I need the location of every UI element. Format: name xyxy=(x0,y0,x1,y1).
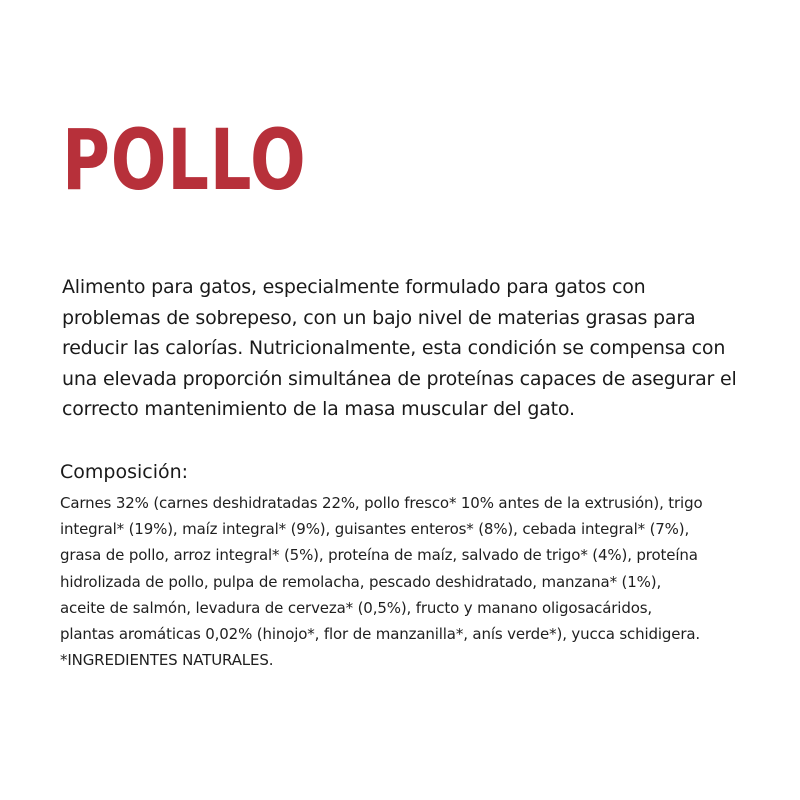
product-description: Alimento para gatos, especialmente formulado para gatos con problemas de sobrepeso, con un bajo nivel de materias grasas para reducir las calorías. Nutricionalmente, esta condición se compensa con una elevada proporción simultánea de proteínas capaces de asegurar el correcto mantenimiento de la masa muscular del gato. xyxy=(62,276,737,420)
composition-line: aceite de salmón, levadura de cerveza* (0,5%), fructo y manano oligosacáridos, xyxy=(60,598,653,617)
composition-line: Carnes 32% (carnes deshidratadas 22%, pollo fresco* 10% antes de la extrusión), trigo xyxy=(60,494,703,512)
composition-text xyxy=(60,490,750,673)
composition-line: hidrolizada de pollo, pulpa de remolacha, pescado deshidratado, manzana* (1%), xyxy=(60,572,662,591)
composition-line: integral* (19%), maíz integral* (9%), guisantes enteros* (8%), cebada integral* (7%), xyxy=(60,520,690,539)
natural-ingredients-note: *INGREDIENTES NATURALES. xyxy=(60,651,274,670)
product-title: POLLO xyxy=(62,111,307,209)
composition-heading: Composición: xyxy=(60,461,189,483)
composition-line: plantas aromáticas 0,02% (hinojo*, flor de manzanilla*, anís verde*), yucca schidigera. xyxy=(60,625,701,644)
composition-line: grasa de pollo, arroz integral* (5%), proteína de maíz, salvado de trigo* (4%), proteína xyxy=(60,546,698,565)
